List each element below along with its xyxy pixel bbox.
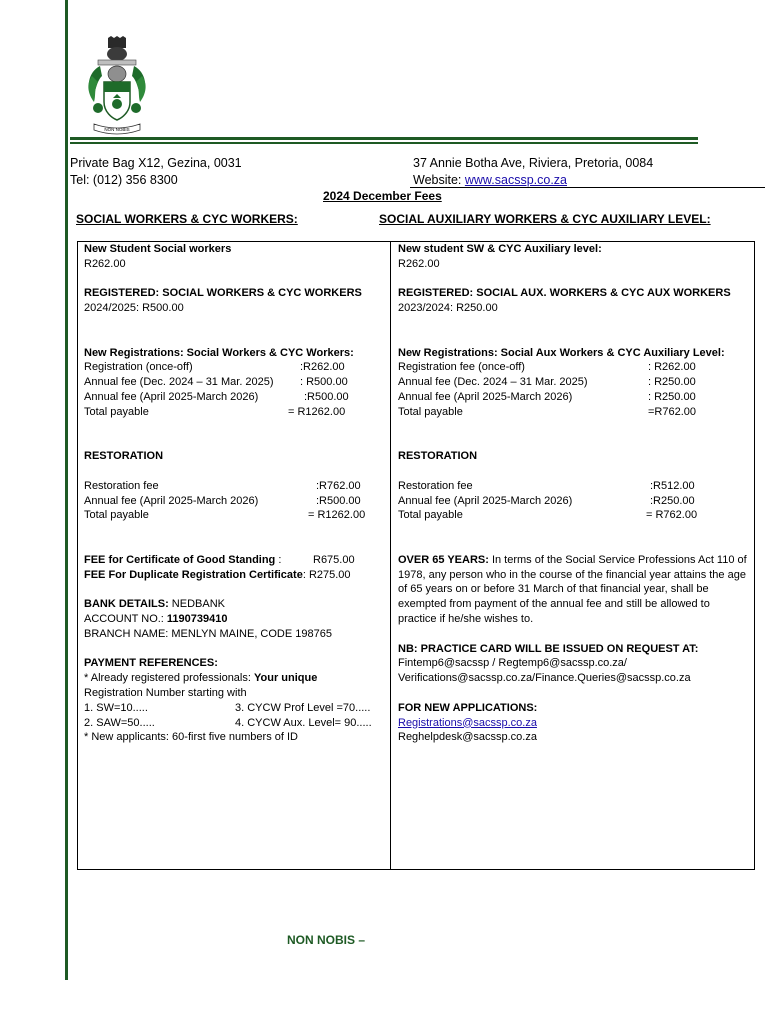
right-registered-title: REGISTERED: SOCIAL AUX. WORKERS & CYC AUX WORKERS (398, 287, 731, 300)
left-restoration-row: Restoration fee :R762.00 (84, 479, 361, 492)
left-newreg-row: Annual fee (Dec. 2024 – 31 Mar. 2025) : R500.00 (84, 376, 348, 389)
right-registered-fee: 2023/2024: R250.00 (398, 302, 498, 315)
payment-reference-line: * Already registered professionals: Your unique (84, 672, 318, 685)
new-applications-title: FOR NEW APPLICATIONS: (398, 701, 538, 714)
right-restoration-row: Total payable = R762.00 (398, 509, 698, 522)
header-rule-top (70, 137, 698, 140)
right-newreg-row: Registration fee (once-off) : R262.00 (398, 361, 696, 374)
website-label: Website: (413, 173, 465, 187)
payment-reference-code: 1. SW=10..... 3. CYCW Prof Level =70..... (84, 701, 371, 714)
left-new-student-fee: R262.00 (84, 257, 126, 270)
duplicate-certificate-fee: FEE For Duplicate Registration Certificate: R275.00 (84, 568, 351, 581)
left-restoration-row: Annual fee (April 2025-March 2026) :R500.00 (84, 494, 361, 507)
left-new-student-title: New Student Social workers (84, 243, 232, 255)
footer-motto: NON NOBIS – (287, 933, 366, 947)
left-restoration-row: Total payable = R1262.00 (84, 509, 366, 522)
right-newreg-row: Total payable =R762.00 (398, 405, 697, 418)
left-registered-title: REGISTERED: SOCIAL WORKERS & CYC WORKERS (84, 287, 362, 300)
left-newreg-row: Annual fee (April 2025-March 2026) :R500.00 (84, 390, 349, 403)
right-restoration-title: RESTORATION (398, 450, 478, 463)
left-margin-rule (65, 0, 68, 980)
right-new-student-fee: R262.00 (398, 257, 440, 270)
left-new-registrations-title: New Registrations: Social Workers & CYC Workers: (84, 346, 354, 359)
payment-reference-code: 2. SAW=50..... 4. CYCW Aux. Level= 90..... (84, 716, 372, 729)
payment-reference-line: * New applicants: 60-first five numbers of ID (84, 731, 298, 744)
header-rule-bottom (70, 142, 698, 144)
practice-card-title: NB: PRACTICE CARD WILL BE ISSUED ON REQUEST AT: (398, 642, 699, 655)
left-newreg-row: Registration (once-off) :R262.00 (84, 361, 345, 374)
telephone: Tel: (012) 356 8300 (70, 173, 178, 187)
registrations-email-link[interactable]: Registrations@sacssp.co.za (398, 716, 537, 729)
page-title: 2024 December Fees (323, 189, 442, 203)
right-newreg-row: Annual fee (April 2025-March 2026) : R250.00 (398, 390, 696, 403)
right-restoration-row: Restoration fee :R512.00 (398, 479, 695, 492)
right-fees-column (398, 242, 748, 745)
helpdesk-email: Reghelpdesk@sacssp.co.za (398, 731, 537, 744)
fees-table-divider (390, 241, 391, 869)
payment-reference-line: Registration Number starting with (84, 686, 247, 699)
left-registered-fee: 2024/2025: R500.00 (84, 302, 184, 315)
account-number: ACCOUNT NO.: 1190739410 (84, 612, 228, 625)
postal-address: Private Bag X12, Gezina, 0031 (70, 156, 242, 170)
right-newreg-row: Annual fee (Dec. 2024 – 31 Mar. 2025) : R250.00 (398, 376, 696, 389)
website-link[interactable]: www.sacssp.co.za (464, 173, 567, 187)
good-standing-fee: FEE for Certificate of Good Standing : R675.00 (84, 553, 355, 566)
branch-name: BRANCH NAME: MENLYN MAINE, CODE 198765 (84, 627, 332, 640)
left-column-heading: SOCIAL WORKERS & CYC WORKERS: (76, 212, 298, 226)
left-fees-column (84, 242, 384, 745)
practice-card-email: Verifications@sacssp.co.za/Finance.Queries@sacssp.co.za (398, 672, 691, 685)
payment-references-title: PAYMENT REFERENCES: (84, 657, 218, 670)
right-restoration-row: Annual fee (April 2025-March 2026) :R250.00 (398, 494, 695, 507)
right-column-heading: SOCIAL AUXILIARY WORKERS & CYC AUXILIARY LEVEL: (379, 212, 711, 226)
right-new-registrations-title: New Registrations: Social Aux Workers & CYC Auxiliary Level: (398, 346, 725, 359)
over-65-notice: OVER 65 YEARS: In terms of the Social Service Professions Act 110 of 1978, any person who in the course of the financial year attains the age of 65 years on or before 31 March of that financial year, shall be exempted from payment of the annual fee and still be allowed to practice if he/she wishes to. (398, 553, 747, 625)
address-underline (410, 187, 765, 188)
logo-motto: NON NOBIS (104, 127, 130, 132)
left-restoration-title: RESTORATION (84, 450, 164, 463)
coat-of-arms-icon (84, 36, 150, 136)
bank-details: BANK DETAILS: NEDBANK (84, 598, 225, 611)
practice-card-email: Fintemp6@sacssp / Regtemp6@sacssp.co.za/ (398, 657, 627, 670)
left-newreg-row: Total payable = R1262.00 (84, 405, 346, 418)
right-new-student-title: New student SW & CYC Auxiliary level: (398, 243, 602, 255)
street-address: 37 Annie Botha Ave, Riviera, Pretoria, 0084 (413, 156, 654, 170)
